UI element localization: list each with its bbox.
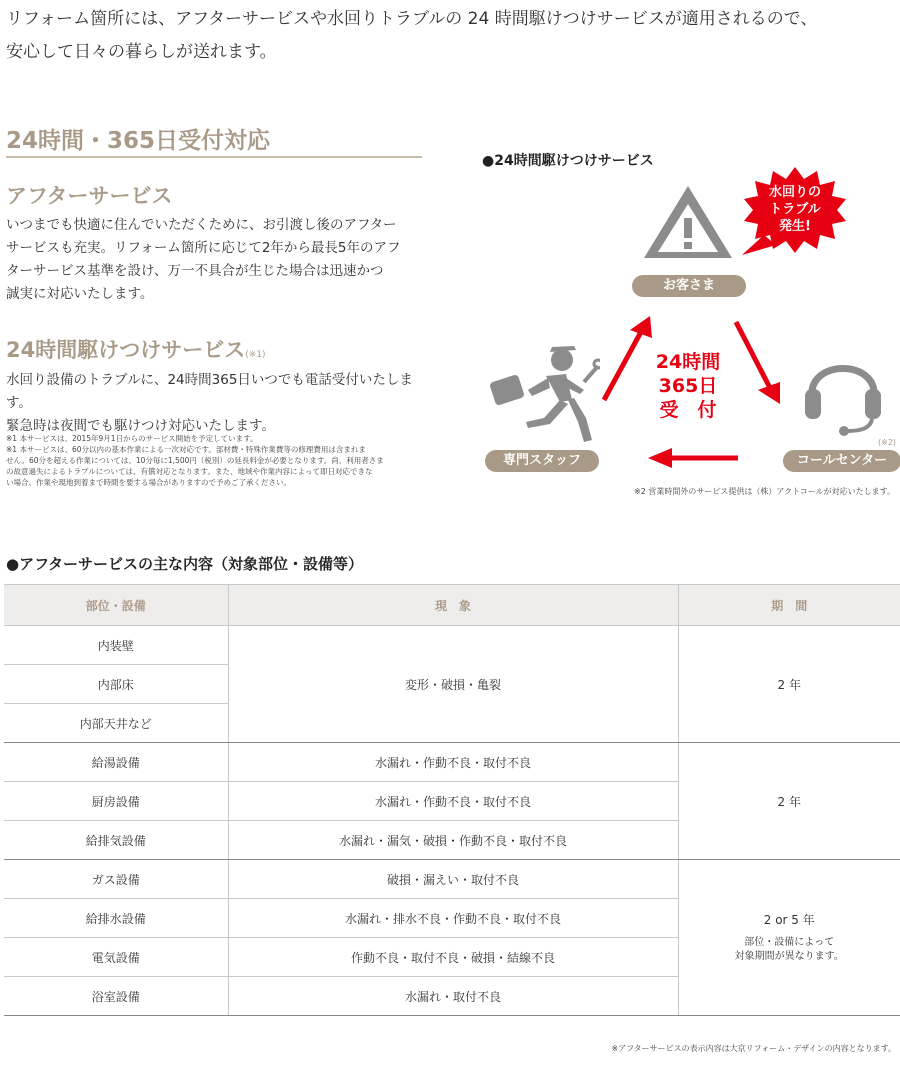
period-cell <box>678 860 900 1016</box>
main-heading: 24時間・365日受付対応 <box>6 128 271 154</box>
table-row <box>4 626 900 665</box>
phenomenon-cell: 破損・漏えい・取付不良 <box>228 860 678 899</box>
period-note <box>679 936 900 964</box>
table-row <box>4 743 900 782</box>
phenomenon-cell: 変形・破損・亀裂 <box>228 626 678 743</box>
reception-line: 受 付 <box>659 399 717 421</box>
part-cell: 厨房設備 <box>4 782 228 821</box>
headset-icon <box>800 345 886 437</box>
heading-rule <box>6 156 422 158</box>
part-cell: ガス設備 <box>4 860 228 899</box>
footer-note: ※アフターサービスの表示内容は大京リフォーム・デザインの内容となります。 <box>611 1044 896 1053</box>
footnote-line: ※1 本サービスは、2015年9月1日からのサービス開始を予定しています。 <box>6 434 258 443</box>
part-cell: 電気設備 <box>4 938 228 977</box>
phenomenon-cell: 水漏れ・作動不良・取付不良 <box>228 743 678 782</box>
after-service-line: サービスも充実。リフォーム箇所に応じて2年から最長5年のアフ <box>6 240 401 256</box>
intro-line-2: 安心して日々の暮らしが送れます。 <box>6 42 277 62</box>
part-cell: 給排気設備 <box>4 821 228 860</box>
period-cell: 2 年 <box>678 626 900 743</box>
reception-line: 24時間 <box>655 351 721 373</box>
footnote-line: せん。60分を超える作業については、10分毎に1,500円（税別）の延長料金が必要となります。尚、利用者さま <box>6 456 384 465</box>
part-cell: 浴室設備 <box>4 977 228 1016</box>
intro-text <box>6 3 896 69</box>
burst-line: 発生! <box>779 219 811 234</box>
reception-line: 365日 <box>658 375 718 397</box>
arrow-down-right <box>736 322 780 404</box>
period-value: 2 or 5 年 <box>763 913 815 927</box>
customer-label: お客さま <box>632 275 746 297</box>
rush-service-heading <box>6 334 266 364</box>
rush-service-line: 水回り設備のトラブルに、24時間365日いつでも電話受付いたします。 <box>6 372 413 411</box>
rush-service-line: 緊急時は夜間でも駆けつけ対応いたします。 <box>6 418 275 434</box>
period-cell: 2 年 <box>678 743 900 860</box>
after-service-line: ターサービス基準を設け、万一不具合が生じた場合は迅速かつ <box>6 263 384 279</box>
part-cell: 内部床 <box>4 665 228 704</box>
phenomenon-cell: 水漏れ・漏気・破損・作動不良・取付不良 <box>228 821 678 860</box>
burst-line: トラブル <box>769 202 821 217</box>
rush-service-title: 24時間駆けつけサービス <box>6 338 246 362</box>
table-header-row <box>4 585 900 626</box>
after-service-text <box>6 214 426 306</box>
after-service-line: 誠実に対応いたします。 <box>6 286 154 302</box>
phenomenon-cell: 水漏れ・取付不良 <box>228 977 678 1016</box>
rush-service-text <box>6 369 426 438</box>
callcenter-label: コールセンター <box>783 450 900 472</box>
diagram-title: ●24時間駆けつけサービス <box>482 153 654 169</box>
table-row <box>4 860 900 899</box>
reception-text <box>638 350 738 422</box>
footnote-line: い場合、作業や現地到着まで時間を要する場合がありますので予めご了承ください。 <box>6 478 291 487</box>
warning-icon <box>640 182 736 262</box>
arrow-left <box>648 448 738 468</box>
note-mark-1: (※1) <box>245 350 266 360</box>
staff-label: 専門スタッフ <box>485 450 599 472</box>
footnotes <box>6 433 424 488</box>
phenomenon-cell: 水漏れ・排水不良・作動不良・取付不良 <box>228 899 678 938</box>
header-period: 期 間 <box>678 585 900 626</box>
part-cell: 給排水設備 <box>4 899 228 938</box>
runner-staff-icon <box>488 338 600 444</box>
note-mark-2: (※2) <box>878 438 897 447</box>
burst-line: 水回りの <box>768 185 821 200</box>
phenomenon-cell: 作動不良・取付不良・破損・結線不良 <box>228 938 678 977</box>
trouble-burst <box>742 165 848 255</box>
footnote-line: ※1 本サービスは、60分以内の基本作業による一次対応です。部材費・特殊作業費等の修理費用は含まれま <box>6 445 366 454</box>
period-note-line: 対象期間が異なります。 <box>734 951 844 962</box>
after-service-line: いつまでも快適に住んでいただくために、お引渡し後のアフター <box>6 217 397 233</box>
period-note-line: 部位・設備によって <box>744 937 835 948</box>
header-phenomenon: 現 象 <box>228 585 678 626</box>
after-service-table <box>4 584 900 1016</box>
part-cell: 給湯設備 <box>4 743 228 782</box>
burst-text <box>742 184 848 235</box>
callcenter-note: ※2 営業時間外のサービス提供は（株）アクトコールが対応いたします。 <box>634 487 895 496</box>
header-part: 部位・設備 <box>4 585 228 626</box>
phenomenon-cell: 水漏れ・作動不良・取付不良 <box>228 782 678 821</box>
footnote-line: の故意過失によるトラブルについては、有償対応となります。また、地域や作業内容によって即日対応できな <box>6 467 373 476</box>
after-service-heading: アフターサービス <box>6 184 173 208</box>
part-cell: 内部天井など <box>4 704 228 743</box>
intro-line-1: リフォーム箇所には、アフターサービスや水回りトラブルの 24 時間駆けつけサービスが適用されるので、 <box>6 9 818 29</box>
table-title: ●アフターサービスの主な内容（対象部位・設備等） <box>6 555 364 573</box>
part-cell: 内装壁 <box>4 626 228 665</box>
